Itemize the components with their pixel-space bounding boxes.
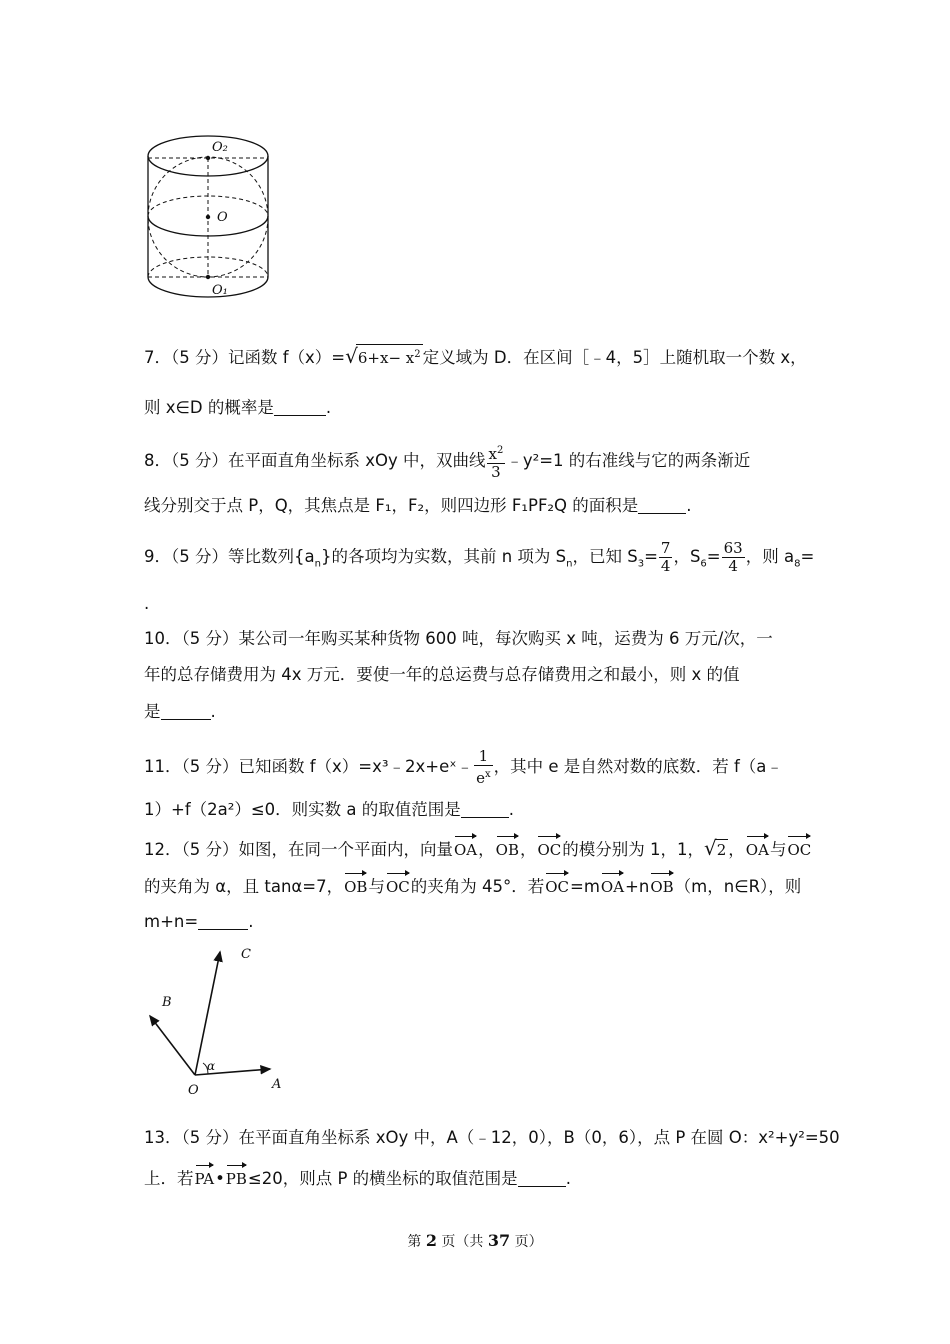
vector-pb: PB xyxy=(226,1163,247,1191)
vector-oc: OC xyxy=(787,834,811,862)
question-13: 13．（5 分）在平面直角坐标系 xOy 中，A（﹣12，0），B（0，6），点 P 在圆 O：x²+y²=50 xyxy=(144,1128,840,1147)
label-c: C xyxy=(241,947,251,962)
vector-ob: OB xyxy=(650,871,673,899)
question-10-line3: 是 . xyxy=(144,702,216,721)
fraction-7-over-4: $\frac{7}{4}$ xyxy=(660,539,671,575)
question-7: 7．（5 分）记函数 $f(x)=√6+x- x^2$ 定义域为 D．在区间［﹣4，5］上随机取一个数 x， xyxy=(144,344,807,368)
sqrt-expression: $6+x- x^2$ xyxy=(356,344,423,368)
answer-blank xyxy=(274,397,326,416)
question-12-line2: 的夹角为 α，且 tanα=7，OB与OC的夹角为 45°．若OC=mOA+nOB（m，n∈R），则 xyxy=(144,871,814,899)
answer-blank xyxy=(638,495,686,514)
label-o1: O₁ xyxy=(212,283,228,298)
vector-oa: OA xyxy=(746,834,769,862)
middle-ellipse-back xyxy=(148,196,268,216)
vector-ob-line xyxy=(150,1016,195,1075)
question-9: 9．（5 分）等比数列$\{a_n\}$的各项均为实数，其前 n 项为 $S_n$，已知 $S_3=$ $\frac{7}{4}$ ，$S_6=$ $\frac{63}{4}$ ，则 $a_8=$ xyxy=(144,539,815,575)
label-o2: O₂ xyxy=(212,140,228,155)
question-12-line3: m+n= . xyxy=(144,912,254,931)
page-number: 2 xyxy=(425,1231,437,1250)
cylinder-sphere-figure xyxy=(142,122,278,308)
label-b: B xyxy=(162,995,172,1010)
label-o: O xyxy=(188,1083,199,1098)
vector-oc: OC xyxy=(386,871,410,899)
vector-oa: OA xyxy=(454,834,477,862)
question-8: 8．（5 分）在平面直角坐标系 xOy 中，双曲线 $\frac{x^2}{3}$ ﹣y²=1 的右准线与它的两条渐近 xyxy=(144,442,814,481)
fraction-1-over-ex: $\frac{1}{e^x}$ xyxy=(476,747,491,787)
fraction-x2-over-3: $\frac{x^2}{3}$ xyxy=(487,442,506,481)
question-13-line2: 上．若PA•PB≤20，则点 P 的横坐标的取值范围是 . xyxy=(144,1163,814,1191)
vector-oc: OC xyxy=(545,871,569,899)
question-11: 11．（5 分）已知函数 f（x）=x³﹣2x+eˣ﹣ $\frac{1}{e^x}$ ，其中 e 是自然对数的底数．若 f（a﹣ xyxy=(144,747,783,787)
page-footer: 第 2 页（共 37 页） xyxy=(407,1231,543,1250)
vector-pa: PA xyxy=(195,1163,215,1191)
sqrt-2: 2 xyxy=(716,841,727,859)
vector-oc: OC xyxy=(537,834,561,862)
answer-blank xyxy=(461,799,509,818)
question-12: 12．（5 分）如图，在同一个平面内，向量OA，OB，OC的模分别为 1，1，√2 ，OA与OC xyxy=(144,836,812,860)
question-10-line2: 年的总存储费用为 4x 万元．要使一年的总运费与总存储费用之和最小，则 x 的值 xyxy=(144,665,740,684)
vector-oc-line xyxy=(195,952,220,1075)
question-7-line2: 则 x∈D 的概率是 . xyxy=(144,398,332,417)
label-o: O xyxy=(217,210,228,225)
label-alpha: α xyxy=(207,1059,216,1073)
vector-figure xyxy=(140,940,300,1100)
vector-ob: OB xyxy=(344,871,367,899)
label-a: A xyxy=(272,1077,282,1092)
answer-blank xyxy=(161,701,211,720)
fraction-63-over-4: $\frac{63}{4}$ xyxy=(723,539,743,575)
vector-ob: OB xyxy=(496,834,519,862)
question-11-line2: 1）+f（2a²）≤0．则实数 a 的取值范围是 . xyxy=(144,800,515,819)
answer-blank xyxy=(198,911,248,930)
total-pages: 37 xyxy=(487,1231,511,1250)
question-9-line2: . xyxy=(144,594,150,613)
answer-blank xyxy=(518,1168,566,1187)
bottom-ellipse-front xyxy=(148,277,268,297)
question-8-line2: 线分别交于点 P，Q，其焦点是 F₁，F₂，则四边形 F₁PF₂Q 的面积是 . xyxy=(144,496,692,515)
question-10: 10．（5 分）某公司一年购买某种货物 600 吨，每次购买 x 吨，运费为 6 万元/次，一 xyxy=(144,629,773,648)
vector-oa: OA xyxy=(601,871,624,899)
